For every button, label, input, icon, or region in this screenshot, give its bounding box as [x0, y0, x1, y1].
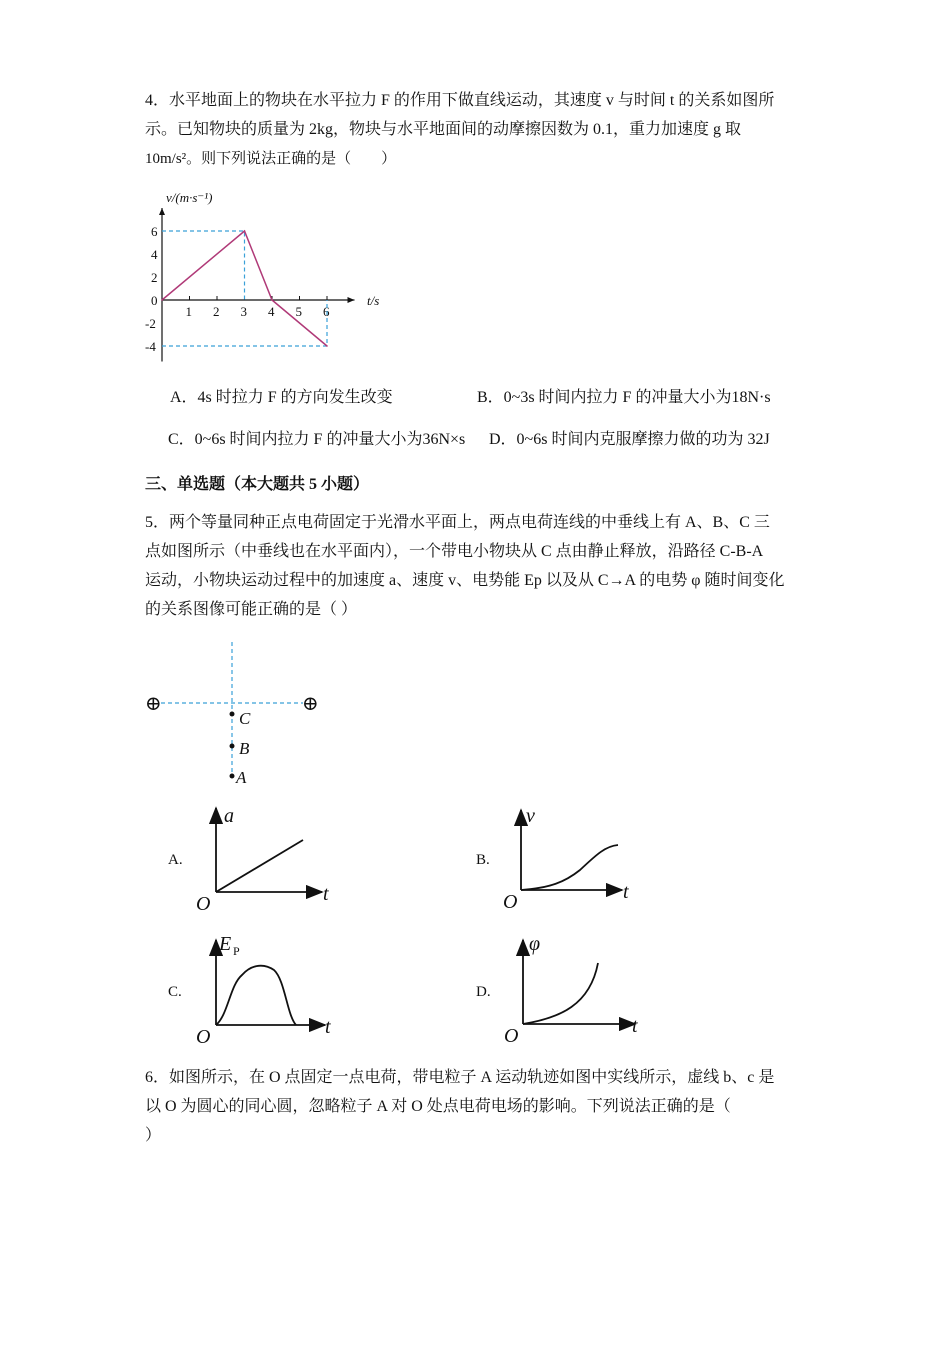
q6-line-3: ） — [145, 1127, 162, 1144]
charge-right: ⊕ — [302, 693, 319, 715]
q6-line-2: 以 O 为圆心的同心圆，忽略粒子 A 对 O 处点电荷电场的影响。下列说法正确的是（ — [145, 1098, 731, 1115]
graph-d-origin: O — [504, 1025, 519, 1047]
graph-b-origin: O — [503, 891, 518, 913]
q4-line-3: 10m/s²。则下列说法正确的是（ ） — [145, 151, 397, 167]
point-c: C — [239, 709, 251, 728]
graph-a-ylabel: a — [224, 805, 234, 827]
point-a: A — [236, 768, 247, 787]
option-b-label[interactable]: B. — [476, 852, 490, 868]
graph-b-ylabel: v — [526, 805, 535, 827]
chart-xlabel: t/s — [367, 293, 380, 308]
x-tick-label: 6 — [323, 304, 330, 319]
y-tick-label: 0 — [151, 293, 158, 308]
q6-line-1: 6．如图所示，在 O 点固定一点电荷，带电粒子 A 运动轨迹如图中实线所示，虚线 b、c 是 — [145, 1069, 775, 1086]
option-c-label[interactable]: C. — [168, 984, 182, 1000]
q4-option-b[interactable]: B．0~3s 时间内拉力 F 的冲量大小为18N·s — [477, 389, 771, 406]
graph-d-ylabel: φ — [529, 933, 541, 955]
graph-c-ylabel: E — [219, 933, 232, 955]
q5-line-2: 点如图所示（中垂线也在水平面内），一个带电小物块从 C 点由静止释放，沿路径 C-B-A — [145, 543, 764, 560]
point-b: B — [239, 739, 250, 758]
q4-line-1: 4．水平地面上的物块在水平拉力 F 的作用下做直线运动，其速度 v 与时间 t 的关系如图所 — [145, 92, 775, 109]
y-tick-label: -2 — [145, 316, 156, 331]
x-tick-label: 3 — [240, 304, 247, 319]
graph-b — [521, 810, 622, 890]
q4-option-a[interactable]: A．4s 时拉力 F 的方向发生改变 — [170, 389, 393, 406]
y-tick-label: 6 — [151, 224, 158, 239]
option-d-label[interactable]: D. — [476, 984, 491, 1000]
graph-a-origin: O — [196, 893, 211, 915]
section-title: 三、单选题（本大题共 5 小题） — [145, 476, 370, 493]
graph-b-xlabel: t — [623, 881, 629, 903]
charge-left: ⊕ — [145, 693, 162, 715]
x-tick-label: 1 — [185, 304, 192, 319]
option-a-label[interactable]: A. — [168, 852, 183, 868]
graph-c-origin: O — [196, 1026, 211, 1048]
q4-line-2: 示。已知物块的质量为 2kg，物块与水平地面间的动摩擦因数为 0.1，重力加速度 g 取 — [145, 121, 742, 138]
graph-a-xlabel: t — [323, 883, 329, 905]
y-tick-label: -4 — [145, 339, 156, 354]
q4-option-c[interactable]: C．0~6s 时间内拉力 F 的冲量大小为36N×s — [168, 431, 466, 448]
q4-option-d[interactable]: D．0~6s 时间内克服摩擦力做的功为 32J — [489, 431, 770, 448]
q5-line-3: 运动，小物块运动过程中的加速度 a、速度 v、电势能 Ep 以及从 C→A 的电势 φ 随时间变化 — [145, 572, 785, 589]
y-tick-label: 4 — [151, 247, 158, 262]
q5-line-4: 的关系图像可能正确的是（ ） — [145, 601, 358, 618]
x-tick-label: 4 — [268, 304, 275, 319]
q5-line-1: 5．两个等量同种正点电荷固定于光滑水平面上，两点电荷连线的中垂线上有 A、B、C 三 — [145, 514, 770, 531]
x-tick-label: 2 — [213, 304, 220, 319]
chart-ylabel: v/(m·s⁻¹) — [166, 190, 213, 205]
graph-d-xlabel: t — [632, 1015, 638, 1037]
graph-c-xlabel: t — [325, 1016, 331, 1038]
y-tick-label: 2 — [151, 270, 158, 285]
x-tick-label: 5 — [295, 304, 302, 319]
graph-c-ysub: P — [233, 944, 240, 958]
